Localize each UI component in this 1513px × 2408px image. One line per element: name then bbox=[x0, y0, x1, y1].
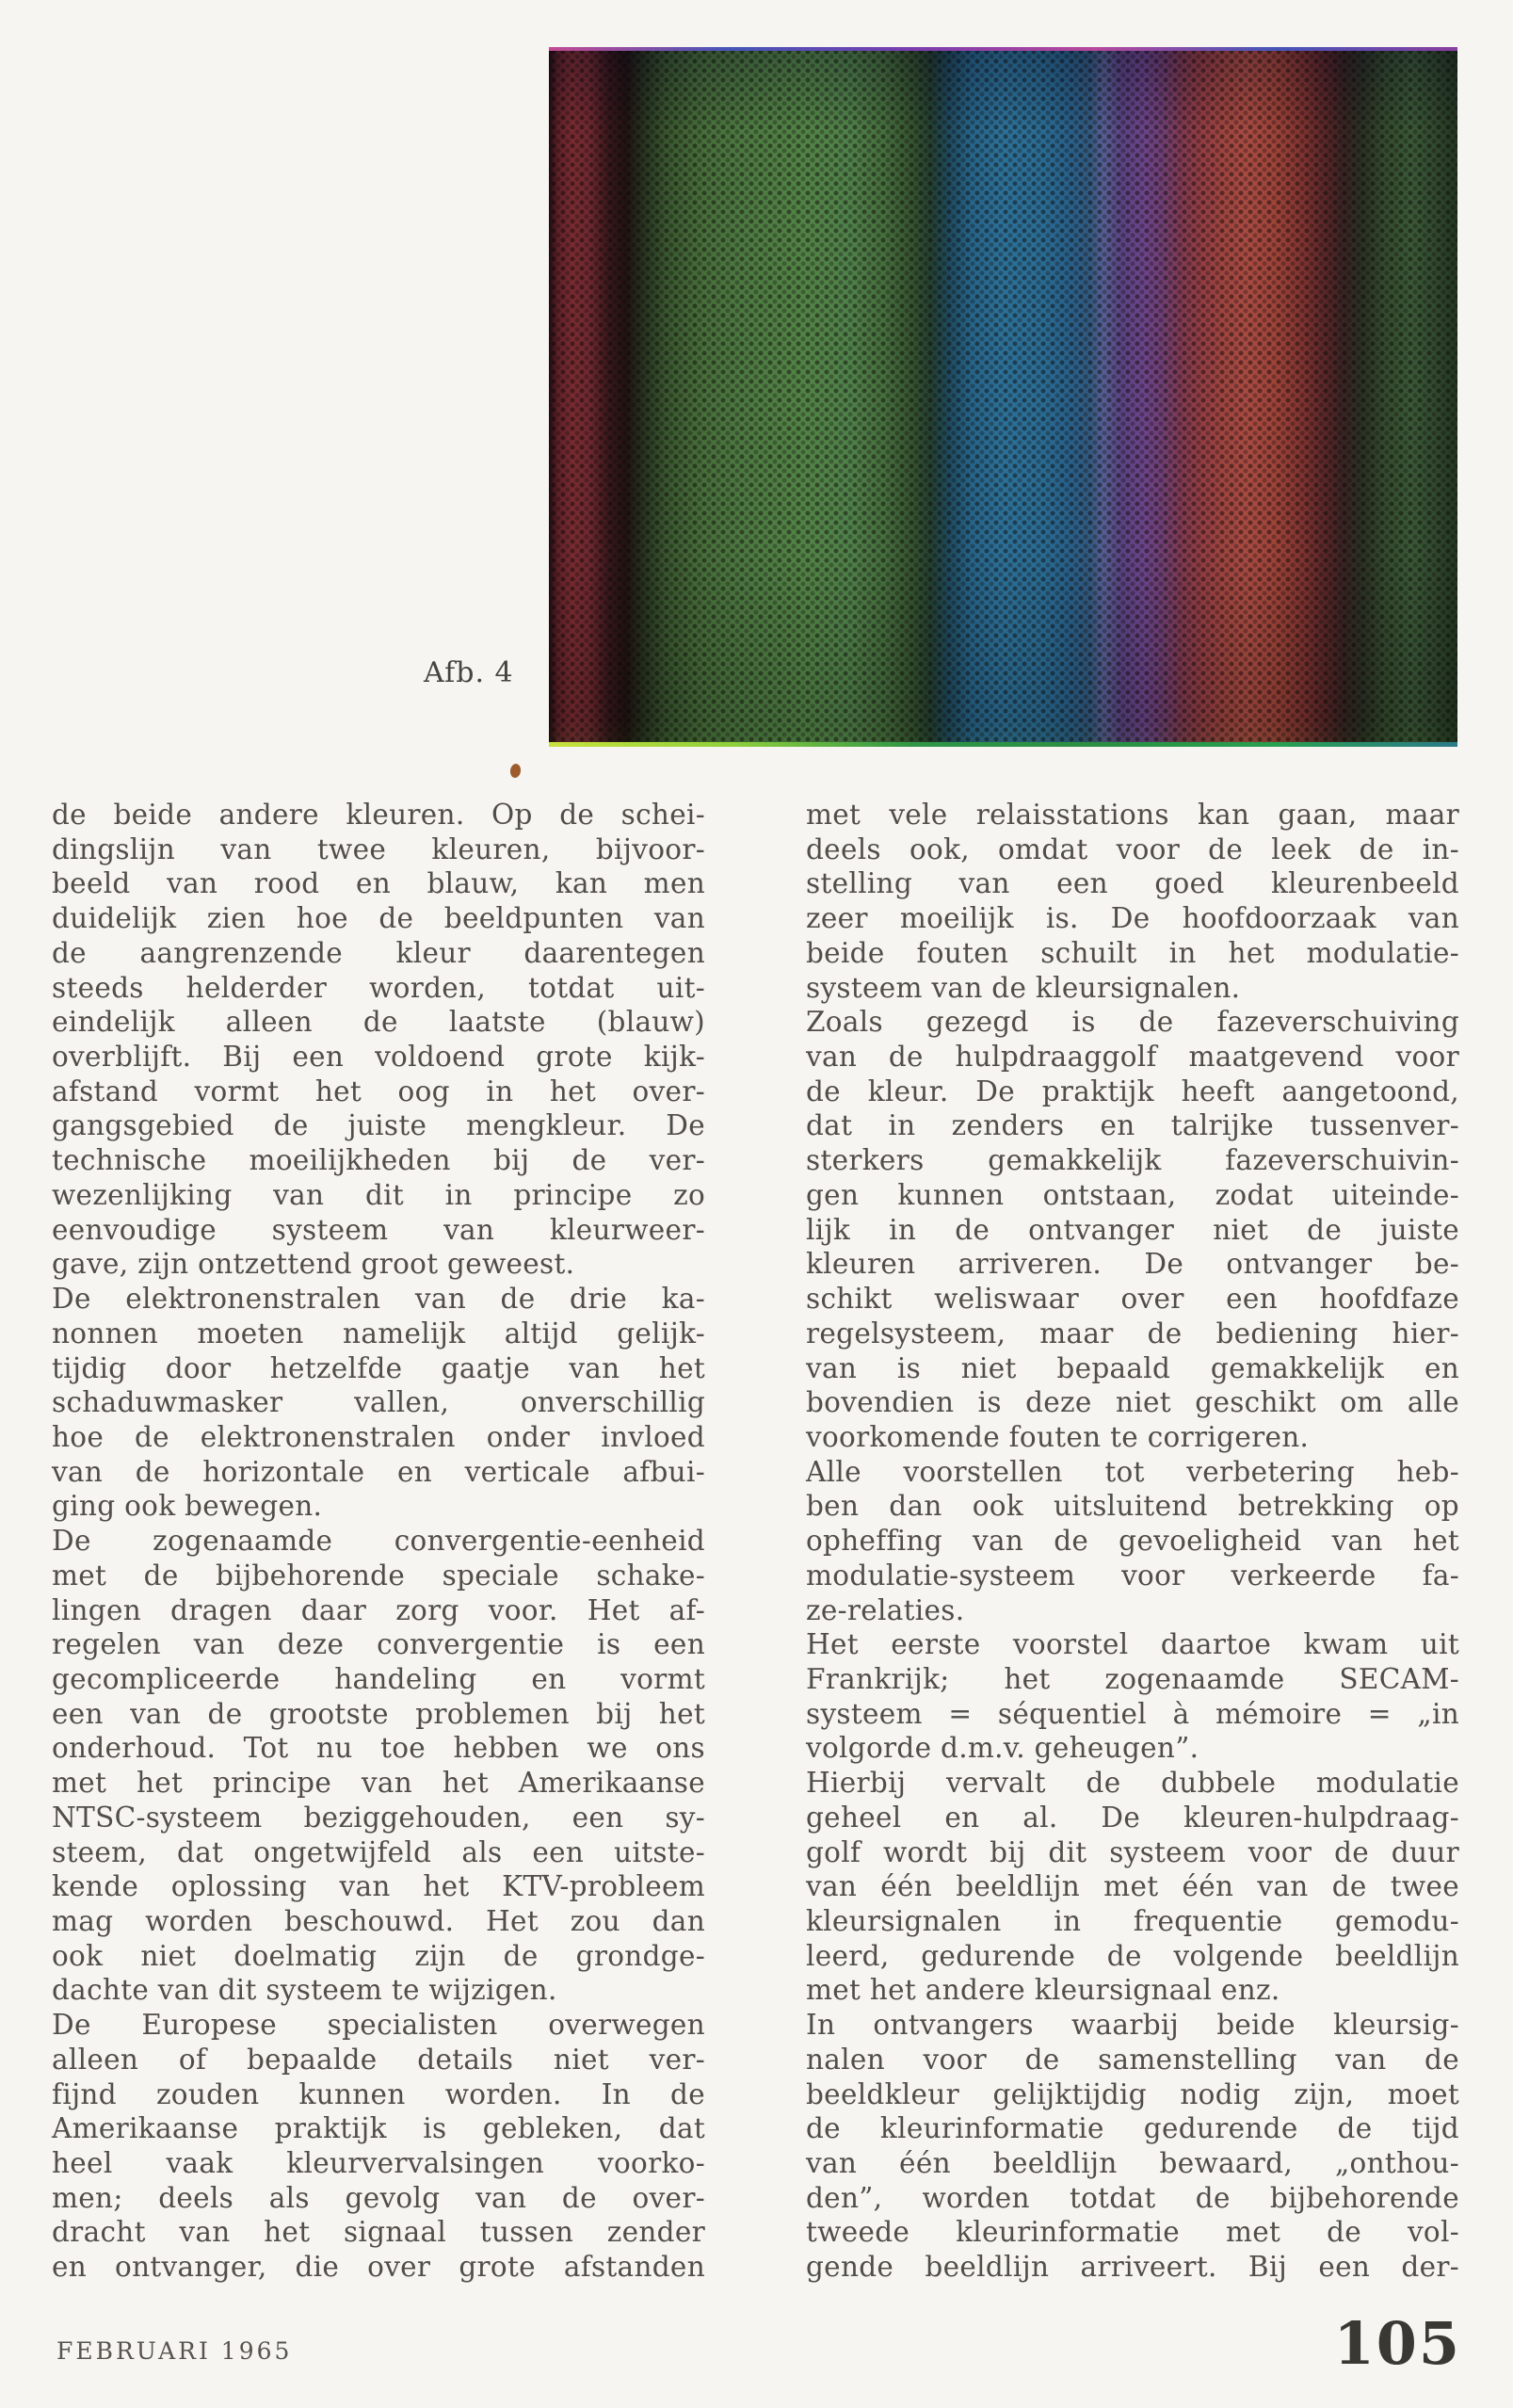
text-line: van één beeldlijn met één van de twee bbox=[806, 1870, 1459, 1903]
text-line: De elektronenstralen van de drie ka- bbox=[52, 1283, 705, 1316]
text-line: voorkomende fouten te corrigeren. bbox=[806, 1420, 1310, 1453]
text-line: gen kunnen ontstaan, zodat uiteinde- bbox=[806, 1178, 1459, 1211]
text-line: onderhoud. Tot nu toe hebben we ons bbox=[52, 1732, 705, 1765]
text-line: kende oplossing van het KTV-probleem bbox=[52, 1870, 705, 1903]
text-line: van de horizontale en verticale afbui- bbox=[52, 1455, 705, 1488]
text-line: ging ook bewegen. bbox=[52, 1490, 323, 1523]
figure-shading bbox=[549, 47, 1457, 747]
text-line: bovendien is deze niet geschikt om alle bbox=[806, 1386, 1459, 1419]
figure-top-edge-line bbox=[549, 47, 1457, 51]
text-line: ook niet doelmatig zijn de grondge- bbox=[52, 1939, 705, 1972]
text-line: volgorde d.m.v. geheugen”. bbox=[806, 1732, 1199, 1765]
text-line: steem, dat ongetwijfeld als een uitste- bbox=[52, 1835, 705, 1868]
text-line: de kleur. De praktijk heeft aangetoond, bbox=[806, 1075, 1459, 1107]
text-line: de beide andere kleuren. Op de schei- bbox=[52, 799, 705, 831]
footer-page-number: 105 bbox=[1333, 2309, 1461, 2378]
text-line: beide fouten schuilt in het modulatie- bbox=[806, 936, 1459, 969]
text-line: schaduwmasker vallen, onverschillig bbox=[52, 1386, 705, 1419]
text-line: schikt weliswaar over een hoofdfaze bbox=[806, 1283, 1459, 1316]
text-line: dachte van dit systeem te wijzigen. bbox=[52, 1974, 557, 2007]
text-line: systeem van de kleursignalen. bbox=[806, 971, 1241, 1004]
text-line: ze-relaties. bbox=[806, 1593, 965, 1626]
text-line: kleuren arriveren. De ontvanger be- bbox=[806, 1248, 1459, 1281]
color-tv-halftone-figure bbox=[549, 47, 1457, 747]
text-line: men; deels als gevolg van de over- bbox=[52, 2181, 705, 2214]
text-line: golf wordt bij dit systeem voor de duur bbox=[806, 1835, 1459, 1868]
text-line: nonnen moeten namelijk altijd gelijk- bbox=[52, 1317, 705, 1349]
text-line: steeds helderder worden, totdat uit- bbox=[52, 971, 705, 1004]
text-line: Amerikaanse praktijk is gebleken, dat bbox=[52, 2112, 705, 2145]
text-line: met het andere kleursignaal enz. bbox=[806, 1974, 1280, 2007]
text-line: Alle voorstellen tot verbetering heb- bbox=[806, 1455, 1459, 1488]
text-line: van is niet bepaald gemakkelijk en bbox=[806, 1351, 1459, 1384]
text-line: Frankrijk; het zogenaamde SECAM- bbox=[806, 1662, 1459, 1695]
text-line: de aangrenzende kleur daarentegen bbox=[52, 936, 705, 969]
text-line: De zogenaamde convergentie-eenheid bbox=[52, 1525, 705, 1558]
text-line: gave, zijn ontzettend groot geweest. bbox=[52, 1248, 575, 1281]
text-line: wezenlijking van dit in principe zo bbox=[52, 1178, 705, 1211]
text-column-right bbox=[806, 798, 1459, 2285]
text-line: gangsgebied de juiste mengkleur. De bbox=[52, 1109, 705, 1142]
text-line: Het eerste voorstel daartoe kwam uit bbox=[806, 1628, 1459, 1661]
text-line: deels ook, omdat voor de leek de in- bbox=[806, 832, 1459, 865]
text-line: hoe de elektronenstralen onder invloed bbox=[52, 1420, 705, 1453]
text-line: van één beeldlijn bewaard, „onthou- bbox=[806, 2147, 1459, 2180]
text-line: dingslijn van twee kleuren, bijvoor- bbox=[52, 832, 705, 865]
text-line: heel vaak kleurvervalsingen voorko- bbox=[52, 2147, 705, 2180]
ink-speck bbox=[509, 763, 522, 778]
text-line: regelen van deze convergentie is een bbox=[52, 1628, 705, 1661]
text-column-left bbox=[52, 798, 705, 2285]
text-line: eindelijk alleen de laatste (blauw) bbox=[52, 1006, 705, 1039]
text-line: In ontvangers waarbij beide kleursig- bbox=[806, 2009, 1459, 2042]
text-line: dat in zenders en talrijke tussenver- bbox=[806, 1109, 1459, 1142]
text-line: leerd, gedurende de volgende beeldlijn bbox=[806, 1939, 1459, 1972]
text-line: met het principe van het Amerikaanse bbox=[52, 1767, 705, 1800]
text-line: van de hulpdraaggolf maatgevend voor bbox=[806, 1041, 1459, 1074]
text-line: kleursignalen in frequentie gemodu- bbox=[806, 1905, 1459, 1937]
text-line: eenvoudige systeem van kleurweer- bbox=[52, 1213, 705, 1246]
text-line: Hierbij vervalt de dubbele modulatie bbox=[806, 1767, 1459, 1800]
text-line: nalen voor de samenstelling van de bbox=[806, 2043, 1459, 2076]
text-line: overblijft. Bij een voldoend grote kijk- bbox=[52, 1041, 705, 1074]
text-line: beeldkleur gelijktijdig nodig zijn, moet bbox=[806, 2077, 1459, 2110]
text-line: mag worden beschouwd. Het zou dan bbox=[52, 1905, 705, 1937]
text-line: gende beeldlijn arriveert. Bij een der- bbox=[806, 2251, 1459, 2284]
text-line: afstand vormt het oog in het over- bbox=[52, 1075, 705, 1107]
text-line: ben dan ook uitsluitend betrekking op bbox=[806, 1490, 1459, 1523]
text-line: geheel en al. De kleuren-hulpdraag- bbox=[806, 1801, 1459, 1834]
figure-caption: Afb. 4 bbox=[424, 656, 514, 689]
text-line: tweede kleurinformatie met de vol- bbox=[806, 2216, 1459, 2249]
text-line: de kleurinformatie gedurende de tijd bbox=[806, 2112, 1459, 2145]
text-line: lijk in de ontvanger niet de juiste bbox=[806, 1213, 1459, 1246]
footer-issue-date: FEBRUARI 1965 bbox=[56, 2337, 293, 2365]
text-line: stelling van een goed kleurenbeeld bbox=[806, 867, 1459, 900]
text-line: den”, worden totdat de bijbehorende bbox=[806, 2181, 1459, 2214]
text-line: gecompliceerde handeling en vormt bbox=[52, 1662, 705, 1695]
text-line: dracht van het signaal tussen zender bbox=[52, 2216, 705, 2249]
text-line: duidelijk zien hoe de beeldpunten van bbox=[52, 902, 705, 935]
text-line: systeem = séquentiel à mémoire = „in bbox=[806, 1697, 1459, 1730]
text-line: alleen of bepaalde details niet ver- bbox=[52, 2043, 705, 2076]
text-line: De Europese specialisten overwegen bbox=[52, 2009, 705, 2042]
text-line: tijdig door hetzelfde gaatje van het bbox=[52, 1351, 705, 1384]
text-line: technische moeilijkheden bij de ver- bbox=[52, 1144, 705, 1177]
text-line: en ontvanger, die over grote afstanden bbox=[52, 2251, 705, 2284]
text-line: met vele relaisstations kan gaan, maar bbox=[806, 799, 1459, 831]
text-line: met de bijbehorende speciale schake- bbox=[52, 1559, 705, 1592]
figure-bottom-edge-line bbox=[549, 742, 1457, 747]
text-line: opheffing van de gevoeligheid van het bbox=[806, 1525, 1459, 1558]
text-line: zeer moeilijk is. De hoofdoorzaak van bbox=[806, 902, 1459, 935]
text-line: Zoals gezegd is de fazeverschuiving bbox=[806, 1006, 1459, 1039]
text-line: modulatie-systeem voor verkeerde fa- bbox=[806, 1559, 1459, 1592]
text-line: regelsysteem, maar de bediening hier- bbox=[806, 1317, 1459, 1349]
text-line: fijnd zouden kunnen worden. In de bbox=[52, 2077, 705, 2110]
text-line: lingen dragen daar zorg voor. Het af- bbox=[52, 1593, 705, 1626]
text-line: beeld van rood en blauw, kan men bbox=[52, 867, 705, 900]
text-line: sterkers gemakkelijk fazeverschuivin- bbox=[806, 1144, 1459, 1177]
text-line: een van de grootste problemen bij het bbox=[52, 1697, 705, 1730]
text-line: NTSC-systeem beziggehouden, een sy- bbox=[52, 1801, 705, 1834]
